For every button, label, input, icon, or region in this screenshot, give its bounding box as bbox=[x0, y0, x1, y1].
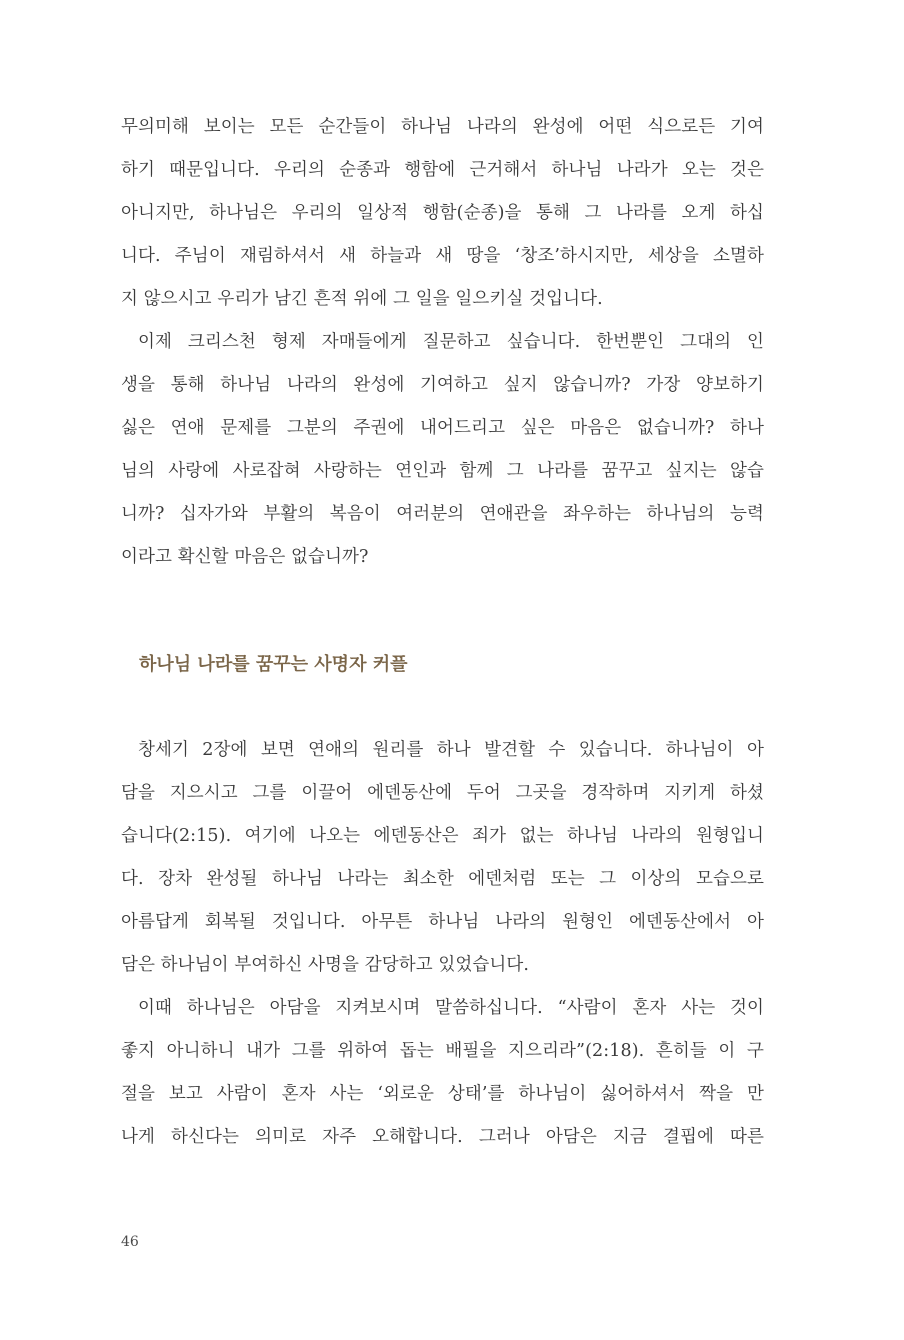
text-line: 다. 장차 완성될 하나님 나라는 최소한 에덴처럼 또는 그 이상의 모습으로 bbox=[121, 869, 764, 889]
text-line: 습니다(2:15). 여기에 나오는 에덴동산은 죄가 없는 하나님 나라의 원형입니 bbox=[121, 826, 764, 846]
text-line: 담은 하나님이 부여하신 사명을 감당하고 있었습니다. bbox=[121, 955, 530, 975]
text-line: 창세기 2장에 보면 연애의 원리를 하나 발견할 수 있습니다. 하나님이 아 bbox=[138, 740, 764, 760]
text-line: 이때 하나님은 아담을 지켜보시며 말씀하십니다. “사람이 혼자 사는 것이 bbox=[138, 998, 764, 1018]
text-line: 이라고 확신할 마음은 없습니까? bbox=[121, 547, 369, 567]
section-heading: 하나님 나라를 꿈꾸는 사명자 커플 bbox=[139, 654, 408, 675]
text-line: 니까? 십자가와 부활의 복음이 여러분의 연애관을 좌우하는 하나님의 능력 bbox=[121, 504, 764, 524]
page-number: 46 bbox=[121, 1234, 139, 1250]
text-line: 나게 하신다는 의미로 자주 오해합니다. 그러나 아담은 지금 결핍에 따른 bbox=[121, 1127, 764, 1147]
paragraph-block-2 bbox=[121, 729, 764, 1159]
text-line: 님의 사랑에 사로잡혀 사랑하는 연인과 함께 그 나라를 꿈꾸고 싶지는 않습 bbox=[121, 461, 764, 481]
text-line: 니다. 주님이 재림하셔서 새 하늘과 새 땅을 ‘창조’하시지만, 세상을 소멸하 bbox=[121, 246, 764, 266]
text-line: 무의미해 보이는 모든 순간들이 하나님 나라의 완성에 어떤 식으로든 기여 bbox=[121, 117, 764, 137]
text-line: 아름답게 회복될 것입니다. 아무튼 하나님 나라의 원형인 에덴동산에서 아 bbox=[121, 912, 764, 932]
text-line: 생을 통해 하나님 나라의 완성에 기여하고 싶지 않습니까? 가장 양보하기 bbox=[121, 375, 764, 395]
text-line: 싫은 연애 문제를 그분의 주권에 내어드리고 싶은 마음은 없습니까? 하나 bbox=[121, 418, 764, 438]
text-line: 절을 보고 사람이 혼자 사는 ‘외로운 상태’를 하나님이 싫어하셔서 짝을 만 bbox=[121, 1084, 764, 1104]
text-line: 아니지만, 하나님은 우리의 일상적 행함(순종)을 통해 그 나라를 오게 하십 bbox=[121, 203, 764, 223]
text-line: 이제 크리스천 형제 자매들에게 질문하고 싶습니다. 한번뿐인 그대의 인 bbox=[138, 332, 764, 352]
text-line: 담을 지으시고 그를 이끌어 에덴동산에 두어 그곳을 경작하며 지키게 하셨 bbox=[121, 783, 764, 803]
text-line: 하기 때문입니다. 우리의 순종과 행함에 근거해서 하나님 나라가 오는 것은 bbox=[121, 160, 764, 180]
text-line: 좋지 아니하니 내가 그를 위하여 돕는 배필을 지으리라”(2:18). 흔히들 이 구 bbox=[121, 1041, 764, 1061]
text-line: 지 않으시고 우리가 남긴 흔적 위에 그 일을 일으키실 것입니다. bbox=[121, 289, 603, 309]
paragraph-block-1 bbox=[121, 106, 764, 579]
